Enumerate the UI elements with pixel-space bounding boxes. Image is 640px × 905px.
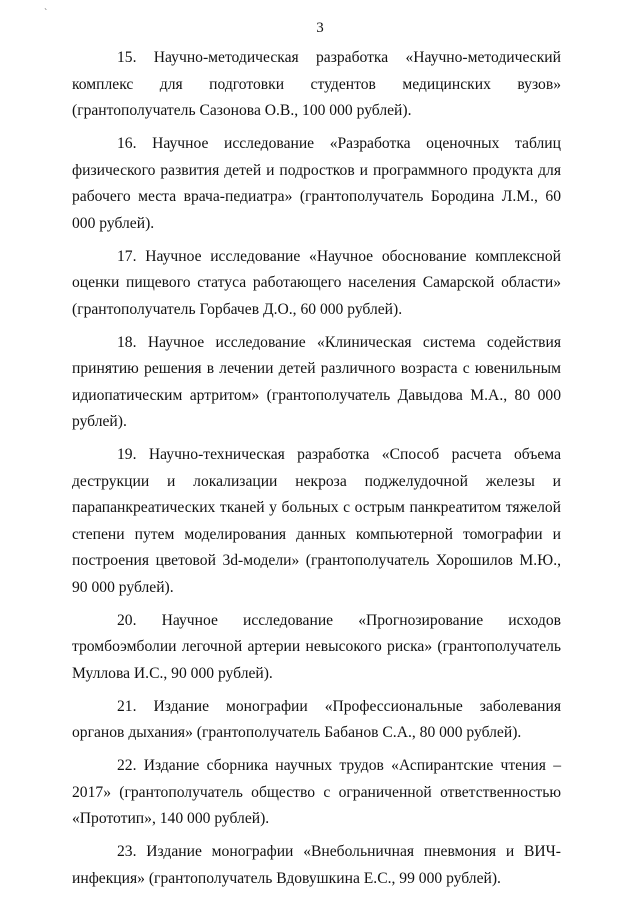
list-item-19: 19. Научно-техническая разработка «Способ расчета объема деструкции и локализации некроза поджелудочной железы и парапанкреатических тканей у больных с острым панкреатитом тяжелой степени путем моделирования данных компьютерной томографии и построения цветовой 3d-модели» (грантополучатель Хорошилов М.Ю., 90 000 рублей). bbox=[72, 446, 561, 596]
list-item-15: 15. Научно-методическая разработка «Научно-методический комплекс для подготовки студентов медицинских вузов» (грантополучатель Сазонова О.В., 100 000 рублей). bbox=[72, 49, 561, 119]
list-item-16: 16. Научное исследование «Разработка оценочных таблиц физического развития детей и подростков и программного продукта для рабочего места врача-педиатра» (грантополучатель Бородина Л.М., 60 000 рублей). bbox=[72, 135, 561, 232]
list-item-22: 22. Издание сборника научных трудов «Аспирантские чтения – 2017» (грантополучатель общество с ограниченной ответственностью «Прототип», 140 000 рублей). bbox=[72, 757, 561, 827]
page-number: 3 bbox=[316, 20, 324, 36]
document-body bbox=[72, 45, 561, 899]
list-item-17: 17. Научное исследование «Научное обоснование комплексной оценки пищевого статуса работающего населения Самарской области» (грантополучатель Горбачев Д.О., 60 000 рублей). bbox=[72, 247, 561, 318]
list-item-18: 18. Научное исследование «Клиническая система содействия принятию решения в лечении детей различного возраста с ювенильным идиопатическим артритом» (грантополучатель Давыдова М.А., 80 000 рублей). bbox=[72, 333, 561, 430]
list-item-23: 23. Издание монографии «Внебольничная пневмония и ВИЧ-инфекция» (грантополучатель Вдовушкина Е.С., 99 000 рублей). bbox=[72, 843, 561, 887]
list-item-21: 21. Издание монографии «Профессиональные заболевания органов дыхания» (грантополучатель Бабанов С.А., 80 000 рублей). bbox=[72, 697, 561, 741]
corner-mark: ˋ bbox=[44, 8, 48, 19]
list-item-20: 20. Научное исследование «Прогнозирование исходов тромбоэмболии легочной артерии невысокого риска» (грантополучатель Муллова И.С., 90 000 рублей). bbox=[72, 611, 561, 682]
